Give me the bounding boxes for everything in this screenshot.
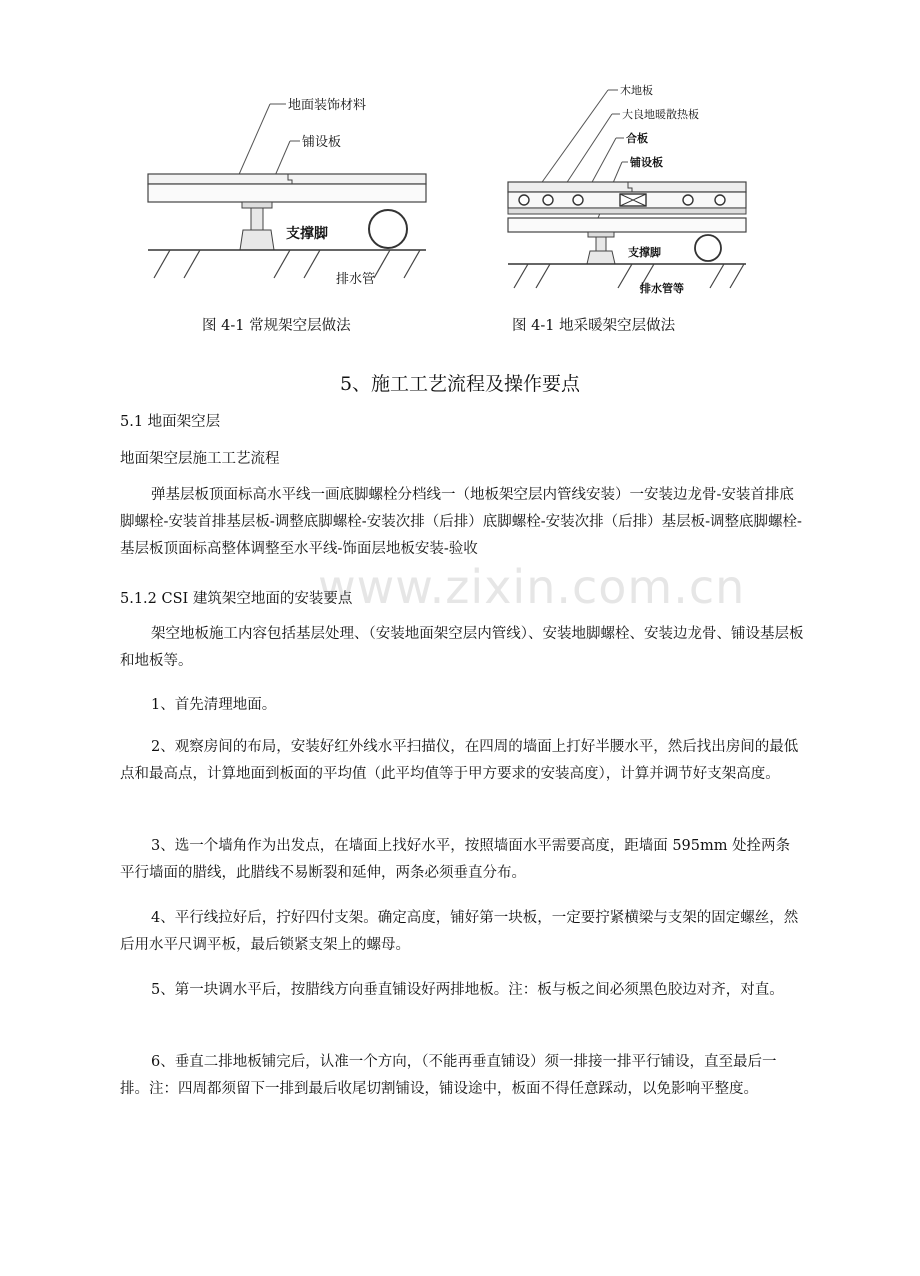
label-wood-floor: 木地板 bbox=[620, 84, 653, 97]
label-support-foot-right: 支撑脚 bbox=[628, 246, 661, 259]
flow-text: 弹基层板顶面标高水平线一画底脚螺栓分档线一（地板架空层内管线安装）一安装边龙骨-安装首排底脚螺栓-安装首排基层板-调整底脚螺栓-安装次排（后排）底脚螺栓-安装次排（后排）基层板-调整底脚螺栓-基层板顶面标高整体调整至水平线-饰面层地板安装-验收 bbox=[120, 487, 802, 557]
label-laying-board: 铺设板 bbox=[302, 135, 342, 150]
step-2: 2、观察房间的布局，安装好红外线水平扫描仪，在四周的墙面上打好半腰水平，然后找出房间的最低点和最高点，计算地面到板面的平均值（此平均值等于甲方要求的安装高度），计算并调节好支架高度。 bbox=[120, 739, 799, 782]
intro-paragraph: 架空地板施工内容包括基层处理、（安装地面架空层内管线）、安装地脚螺栓、安装边龙骨、铺设基层板和地板等。 bbox=[120, 626, 804, 669]
subsection-heading-5-1: 5.1 地面架空层 bbox=[120, 414, 221, 430]
label-laying-board-right: 铺设板 bbox=[630, 156, 663, 169]
label-drain-pipe-right: 排水管等 bbox=[640, 282, 684, 295]
label-drain-pipe: 排水管 bbox=[336, 272, 376, 287]
label-plywood: 合板 bbox=[626, 132, 648, 145]
conventional-floor-diagram bbox=[140, 86, 440, 306]
label-heat-board: 大良地暖散热板 bbox=[622, 108, 699, 121]
figure-caption-left: 图 4-1 常规架空层做法 bbox=[202, 318, 351, 334]
section-title: 5、施工工艺流程及操作要点 bbox=[339, 373, 581, 395]
subsection-heading-5-1-2: 5.1.2 CSI 建筑架空地面的安装要点 bbox=[120, 591, 353, 607]
label-support-foot: 支撑脚 bbox=[286, 226, 328, 242]
figure-conventional-raised-floor bbox=[140, 86, 440, 306]
watermark: www.zixin.com.cn bbox=[318, 560, 746, 614]
step-5: 5、第一块调水平后，按腊线方向垂直铺设好两排地板。注：板与板之间必须黑色胶边对齐，对直。 bbox=[151, 982, 784, 998]
step-4: 4、平行线拉好后，拧好四付支架。确定高度，铺好第一块板，一定要拧紧横梁与支架的固定螺丝，然后用水平尺调平板，最后锁紧支架上的螺母。 bbox=[120, 910, 799, 953]
figure-floor-heating-raised-floor bbox=[500, 78, 770, 306]
label-surface-material: 地面装饰材料 bbox=[288, 98, 367, 113]
figure-caption-right: 图 4-1 地采暖架空层做法 bbox=[512, 318, 676, 334]
step-6: 6、垂直二排地板铺完后，认准一个方向，（不能再垂直铺设）须一排接一排平行铺设，直至最后一排。注：四周都须留下一排到最后收尾切割铺设，铺设途中，板面不得任意踩动，以免影响平整度。 bbox=[120, 1054, 777, 1097]
step-1: 1、首先清理地面。 bbox=[151, 697, 277, 713]
step-3: 3、选一个墙角作为出发点，在墙面上找好水平，按照墙面水平需要高度，距墙面 595mm 处拴两条平行墙面的腊线，此腊线不易断裂和延伸，两条必须垂直分布。 bbox=[120, 838, 791, 881]
floor-heating-diagram bbox=[500, 78, 770, 306]
flow-heading: 地面架空层施工工艺流程 bbox=[120, 451, 280, 467]
